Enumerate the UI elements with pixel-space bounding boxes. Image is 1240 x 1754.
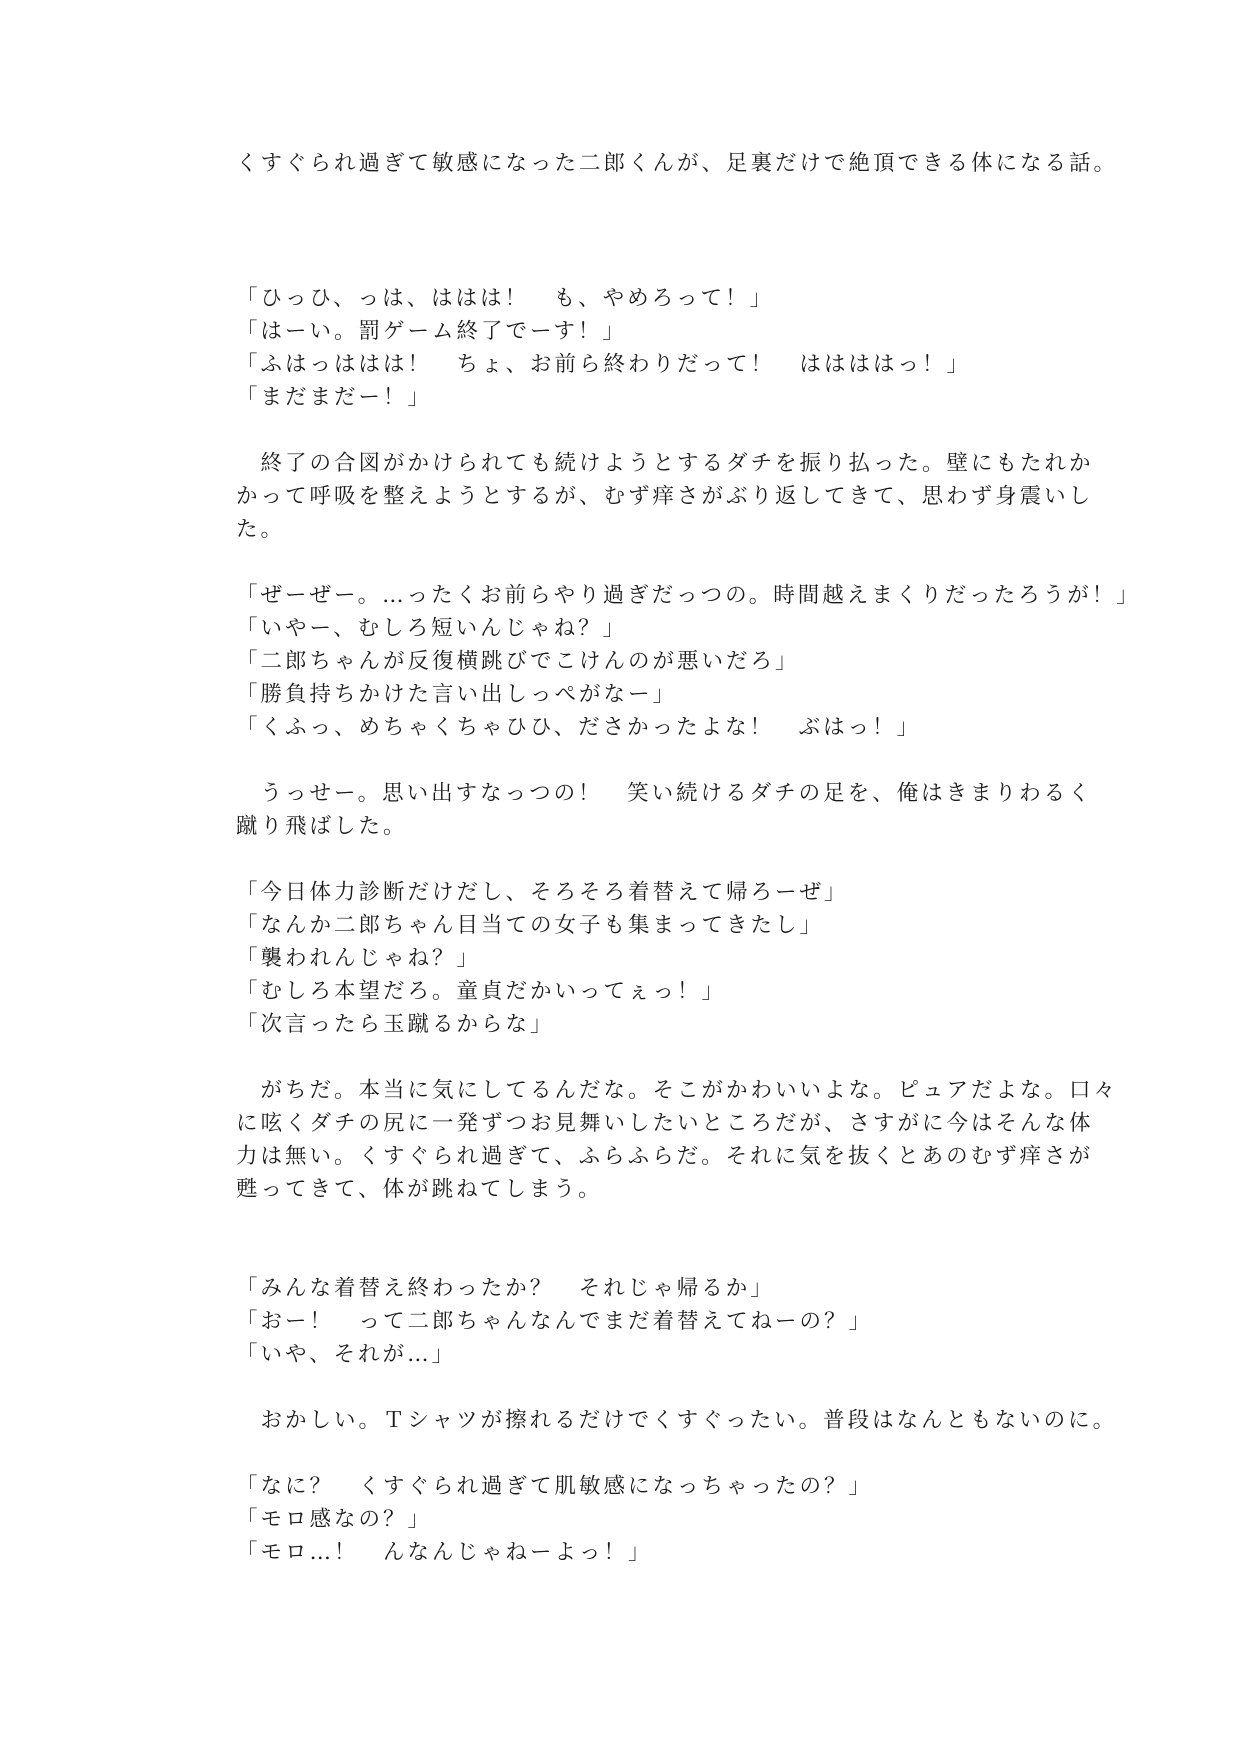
text-line: 「はーい。罰ゲーム終了でーす！」 xyxy=(236,319,627,344)
text-line: た。 xyxy=(236,517,286,542)
text-line: 「次言ったら玉蹴るからな」 xyxy=(236,1012,555,1037)
text-line: 「襲われんじゃね？」 xyxy=(236,946,482,971)
text-line: 「モロ…！ んなんじゃねーよっ！」 xyxy=(236,1540,653,1565)
text-line: がちだ。本当に気にしてるんだな。そこがかわいいよな。ピュアだよな。口々 xyxy=(236,1078,1119,1103)
text-line: 「ぜーぜー。…ったくお前らやり過ぎだっつの。時間越えまくりだったろうが！」 xyxy=(236,583,1141,608)
text-line: 「二郎ちゃんが反復横跳びでこけんのが悪いだろ」 xyxy=(236,649,800,674)
document-title: くすぐられ過ぎて敏感になった二郎くんが、足裏だけで絶頂できる体になる話。 xyxy=(236,151,1119,176)
text-line: 甦ってきて、体が跳ねてしまう。 xyxy=(236,1177,603,1202)
text-line: 「なに？ くすぐられ過ぎて肌敏感になっちゃったの？」 xyxy=(236,1474,874,1499)
text-line: おかしい。Ｔシャツが擦れるだけでくすぐったい。普段はなんともないのに。 xyxy=(236,1408,1118,1433)
text-line: 「ひっひ、っは、ははは！ も、やめろって！」 xyxy=(236,286,775,311)
text-line: 「みんな着替え終わったか？ それじゃ帰るか」 xyxy=(236,1276,775,1301)
text-line: うっせー。思い出すなっつの！ 笑い続けるダチの足を、俺はきまりわるく xyxy=(236,781,1093,806)
text-line: 「むしろ本望だろ。童貞だかいってぇっ！」 xyxy=(236,979,727,1004)
text-line: 「くふっ、めちゃくちゃひひ、ださかったよな！ ぶはっ！」 xyxy=(236,715,922,740)
text-line: 「いやー、むしろ短いんじゃね？」 xyxy=(236,616,628,641)
text-line: 蹴り飛ばした。 xyxy=(236,814,408,839)
text-line: 「なんか二郎ちゃん目当ての女子も集まってきたし」 xyxy=(236,913,825,938)
text-line: 力は無い。くすぐられ過ぎて、ふらふらだ。それに気を抜くとあのむず痒さが xyxy=(236,1144,1094,1169)
text-line: かって呼吸を整えようとするが、むず痒さがぶり返してきて、思わず身震いし xyxy=(236,484,1094,509)
text-line: 「モロ感なの？」 xyxy=(236,1507,433,1532)
text-line: 「まだまだー！」 xyxy=(236,385,433,410)
text-line: に呟くダチの尻に一発ずつお見舞いしたいところだが、さすがに今はそんな体 xyxy=(236,1111,1094,1136)
text-line: 「おー！ って二郎ちゃんなんでまだ着替えてねーの？」 xyxy=(236,1309,874,1334)
text-line: 終了の合図がかけられても続けようとするダチを振り払った。壁にもたれか xyxy=(236,451,1094,476)
text-line: 「勝負持ちかけた言い出しっぺがなー」 xyxy=(236,682,678,707)
text-line: 「ふはっははは！ ちょ、お前ら終わりだって！ ははははっ！」 xyxy=(236,352,972,377)
text-line: 「いや、それが…」 xyxy=(236,1342,457,1367)
text-line: 「今日体力診断だけだし、そろそろ着替えて帰ろーぜ」 xyxy=(236,880,849,905)
